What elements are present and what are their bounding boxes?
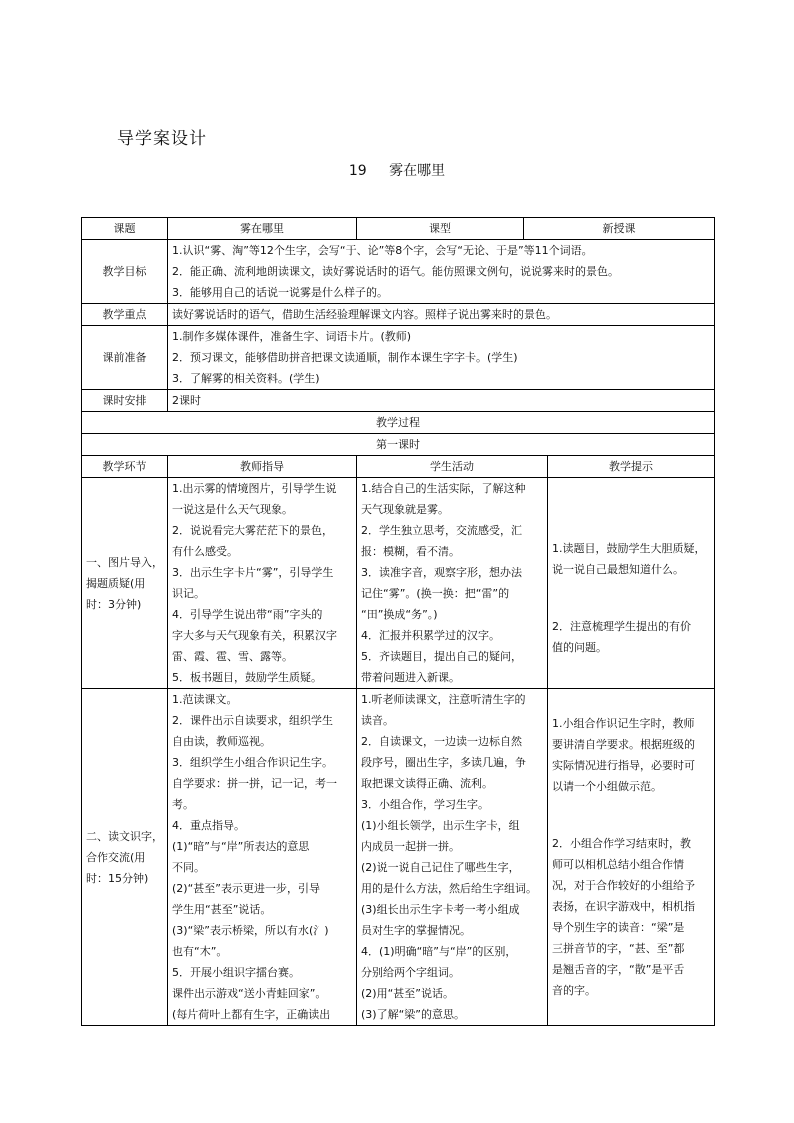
text-line: 用的是什么方法，然后给生字组词。: [361, 882, 537, 895]
text-line: 音的字。: [552, 984, 596, 997]
text-line: 识记。: [172, 587, 205, 600]
topic-label: 课题: [82, 218, 168, 240]
text-line: 2．自读课文，一边读一边标自然: [361, 735, 522, 748]
preparation-label: 课前准备: [82, 326, 168, 390]
text-line: (2)说一说自己记住了哪些生字，: [361, 861, 520, 874]
text-line: 雷、霞、雹、雪、露等。: [172, 650, 293, 663]
column-header-teacher: 教师指导: [168, 456, 357, 478]
teacher-guidance: [168, 478, 357, 689]
stage-name: [82, 689, 168, 1026]
stage-name-line: 二、读文识字，: [86, 829, 163, 843]
text-line: (1)小组长领学，出示生字卡，组: [361, 819, 520, 832]
stage-row: [82, 478, 715, 689]
text-line: 记住“雾”。(换一换：把“雷”的: [361, 587, 510, 600]
text-line: 分别给两个字组词。: [361, 966, 460, 979]
text-line: 说一说自己最想知道什么。: [552, 563, 684, 576]
lesson-number: 19: [348, 163, 367, 179]
objectives-content: [168, 240, 715, 304]
text-line: 2．学生独立思考，交流感受，汇: [361, 524, 522, 537]
text-line: 是翘舌音的字，“散”是平舌: [552, 963, 685, 976]
text-line: “田”换成“务”。): [361, 608, 438, 621]
text-line: 3．组织学生小组合作识记生字。: [172, 756, 333, 769]
schedule-row: [82, 390, 715, 412]
lesson-name: 雾在哪里: [389, 163, 446, 179]
preparation-item: 2．预习课文，能够借助拼音把课文读通顺，制作本课生字字卡。(学生): [172, 351, 518, 364]
lesson-plan-table: [81, 217, 715, 1026]
preparation-item: 1.制作多媒体课件，准备生字、词语卡片。(教师): [172, 330, 412, 343]
text-line: 况，对于合作较好的小组给予: [552, 879, 695, 892]
text-line: 要讲清自学要求。根据班级的: [552, 738, 695, 751]
text-line: 3．小组合作，学习生字。: [361, 798, 489, 811]
text-line: 1.出示雾的情境图片，引导学生说: [172, 482, 337, 495]
column-header-student: 学生活动: [357, 456, 548, 478]
text-line: 有什么感受。: [172, 545, 238, 558]
text-line: 5．开展小组识字擂台赛。: [172, 966, 300, 979]
objective-item: 2．能正确、流利地朗读课文，读好雾说话时的语气。能仿照课文例句，说说雾来时的景色。: [172, 265, 619, 278]
text-line: 学生用“甚至”说话。: [172, 903, 272, 916]
student-activity: [357, 689, 548, 1026]
text-line: 2．说说看完大雾茫茫下的景色，: [172, 524, 333, 537]
text-line: 课件出示游戏“送小青蛙回家”。: [172, 987, 327, 1000]
text-line: 师可以相机总结小组合作情: [552, 858, 684, 871]
type-value: 新授课: [524, 218, 715, 240]
text-line: 2．课件出示自读要求，组织学生: [172, 714, 333, 727]
text-line: 也有“木”。: [172, 945, 228, 958]
process-title-row: [82, 412, 715, 434]
schedule-value: 2课时: [168, 390, 715, 412]
text-line: 4．引导学生说出带“雨”字头的: [172, 608, 323, 621]
text-line: 表扬，在识字游戏中，相机指: [552, 900, 695, 913]
document-heading: 导学案设计: [117, 129, 207, 149]
preparation-content: [168, 326, 715, 390]
text-line: 3．读准字音，观察字形，想办法: [361, 566, 522, 579]
schedule-label: 课时安排: [82, 390, 168, 412]
column-header-row: [82, 456, 715, 478]
text-line: (每片荷叶上都有生字，正确读出: [172, 1008, 331, 1021]
topic-row: [82, 218, 715, 240]
text-line: 5．板书题目，鼓励学生质疑。: [172, 671, 322, 684]
text-line: 4．(1)明确“暗”与“岸”的区别，: [361, 945, 517, 958]
objective-item: 3．能够用自己的话说一说雾是什么样子的。: [172, 286, 388, 299]
topic-value: 雾在哪里: [168, 218, 357, 240]
text-line: 2．小组合作学习结束时，教: [552, 837, 691, 850]
lesson-title: [0, 160, 794, 180]
objectives-label: 教学目标: [82, 240, 168, 304]
type-label: 课型: [357, 218, 524, 240]
objectives-row: [82, 240, 715, 304]
text-line: 1.小组合作识记生字时，教师: [552, 717, 695, 730]
stage-name-line: 一、图片导入，: [86, 555, 163, 569]
text-line: (3)了解“梁”的意思。: [361, 1008, 465, 1021]
text-line: 5．齐读题目，提出自己的疑问，: [361, 650, 522, 663]
text-line: 不同。: [172, 861, 205, 874]
text-line: 带着问题进入新课。: [361, 671, 460, 684]
text-line: 员对生字的掌握情况。: [361, 924, 471, 937]
text-line: 值的问题。: [552, 641, 607, 654]
text-line: 三拼音节的字，“甚、至”都: [552, 942, 685, 955]
text-line: 读音。: [361, 714, 394, 727]
stage-row: [82, 689, 715, 1026]
text-line: 内成员一起拼一拼。: [361, 840, 460, 853]
text-line: 1.范读课文。: [172, 693, 238, 706]
teaching-tips: [548, 478, 715, 689]
text-line: (3)组长出示生字卡考一考小组成: [361, 903, 520, 916]
text-line: 报：模糊，看不清。: [361, 545, 460, 558]
objective-item: 1.认识“雾、淘”等12个生字，会写“于、论”等8个字，会写“无论、于是”等11个词语。: [172, 244, 593, 257]
period-title-row: [82, 434, 715, 456]
text-line: 4．重点指导。: [172, 819, 245, 832]
key-point-label: 教学重点: [82, 304, 168, 326]
text-line: 考。: [172, 798, 194, 811]
text-line: (2)用“甚至”说话。: [361, 987, 454, 1000]
key-point-row: [82, 304, 715, 326]
text-line: 4．汇报并积累学过的汉字。: [361, 629, 500, 642]
stage-name: [82, 478, 168, 689]
text-line: (1)“暗”与“岸”所表达的意思: [172, 840, 310, 853]
text-line: 实际情况进行指导，必要时可: [552, 759, 695, 772]
preparation-row: [82, 326, 715, 390]
text-line: 自学要求：拼一拼，记一记，考一: [172, 777, 337, 790]
text-line: 字大多与天气现象有关，积累汉字: [172, 629, 337, 642]
text-line: 以请一个小组做示范。: [552, 780, 662, 793]
stage-name-line: 时：15分钟): [86, 871, 149, 885]
stage-name-line: 合作交流(用: [86, 850, 146, 864]
text-line: 1.听老师读课文，注意听清生字的: [361, 693, 526, 706]
text-line: 2．注意梳理学生提出的有价: [552, 620, 691, 633]
text-line: (3)“梁”表示桥梁，所以有水(氵): [172, 924, 329, 937]
text-line: 3．出示生字卡片“雾”，引导学生: [172, 566, 334, 579]
text-line: 取把课文读得正确、流利。: [361, 777, 493, 790]
text-line: 导个别生字的读音：“梁”是: [552, 921, 685, 934]
stage-name-line: 揭题质疑(用: [86, 576, 146, 590]
text-line: 一说这是什么天气现象。: [172, 503, 293, 516]
stage-name-line: 时：3分钟): [86, 597, 142, 611]
text-line: 1.结合自己的生活实际，了解这种: [361, 482, 526, 495]
teaching-tips: [548, 689, 715, 1026]
column-header-tips: 教学提示: [548, 456, 715, 478]
text-line: (2)“甚至”表示更进一步，引导: [172, 882, 320, 895]
preparation-item: 3．了解雾的相关资料。(学生): [172, 372, 320, 385]
text-line: 1.读题目，鼓励学生大胆质疑，: [552, 542, 706, 555]
key-point-value: 读好雾说话时的语气，借助生活经验理解课文内容。照样子说出雾来时的景色。: [168, 304, 715, 326]
text-line: 自由读，教师巡视。: [172, 735, 271, 748]
period-title: 第一课时: [82, 434, 715, 456]
student-activity: [357, 478, 548, 689]
column-header-stage: 教学环节: [82, 456, 168, 478]
teacher-guidance: [168, 689, 357, 1026]
text-line: 天气现象就是雾。: [361, 503, 449, 516]
text-line: 段序号，圈出生字，多读几遍，争: [361, 756, 526, 769]
process-title: 教学过程: [82, 412, 715, 434]
